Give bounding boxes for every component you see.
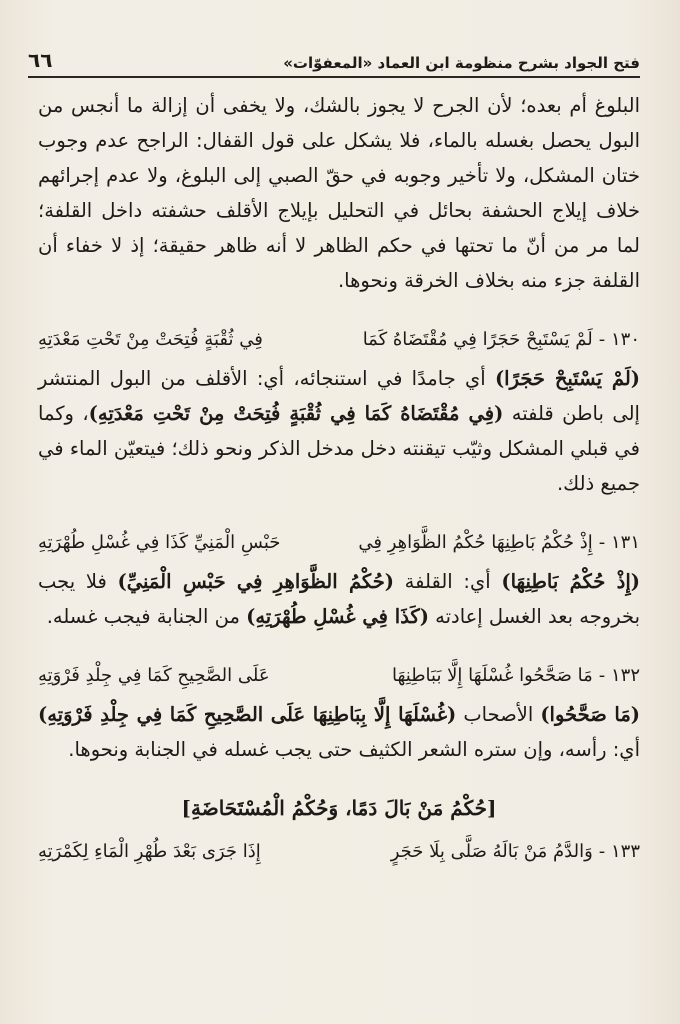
commentary-text: من الجنابة فيجب غسله. — [46, 605, 247, 628]
verse-second-hemistich: فِي ثُقْبَةٍ فُتِحَتْ مِنْ تَحْتِ مَعْدَتِهِ — [38, 329, 263, 350]
commentary-paragraph — [38, 361, 640, 501]
commentary-paragraph — [38, 564, 640, 634]
page-number: ٦٦ — [28, 48, 53, 72]
verse-first-hemistich: ١٣١ -إِذْ حُكْمُ بَاطِنِهَا حُكْمُ الظَّوَاهِرِ فِي — [358, 532, 640, 553]
quoted-verse-text: (فِي مُقْتَضَاهُ كَمَا فِي ثُقْبَةٍ فُتِحَتْ مِنْ تَحْتِ مَعْدَتِهِ) — [88, 402, 504, 425]
verse-line — [38, 834, 640, 869]
commentary-text: الأصحاب — [456, 703, 541, 726]
book-title: فتح الجواد بشرح منظومة ابن العماد «المعفوّات» — [283, 54, 640, 72]
verse-first-hemistich: ١٣٣ -وَالدَّمُ مَنْ بَالَهُ صَلَّى بِلَا حَجَرٍ — [390, 841, 640, 862]
page-header — [28, 38, 640, 78]
verse-number: ١٣٣ - — [598, 841, 640, 862]
commentary-text: أي جامدًا في استنجائه، أي: الأقلف من البول المنتشر إلى باطن قلفته — [38, 367, 640, 425]
commentary-text: فلا يجب بخروجه بعد الغسل إعادته — [38, 570, 640, 628]
verse-first-hemistich: ١٣٠ -لَمْ يَسْتَبِحْ حَجَرًا فِي مُقْتَضَاهُ كَمَا — [362, 329, 640, 350]
commentary-text: ، وكما في قبلي المشكل وثيّب تيقنته دخل مدخل الذكر ونحو ذلك؛ فيتعيّن الماء في جميع ذلك. — [38, 402, 640, 495]
verse-second-hemistich: عَلَى الصَّحِيحِ كَمَا فِي جِلْدِ فَرْوَتِهِ — [38, 665, 270, 686]
quoted-verse-text: (مَا صَحَّحُوا) — [540, 703, 640, 726]
verse-number: ١٣٢ - — [598, 665, 640, 686]
section-title: [حُكْمُ مَنْ بَالَ دَمًا، وَحُكْمُ الْمُسْتَحَاضَةِ] — [181, 796, 497, 820]
quoted-verse-text: (لَمْ يَسْتَبِحْ حَجَرًا) — [494, 367, 640, 390]
quoted-verse-text: (كَذَا فِي غُسْلِ طُهْرَتِهِ) — [246, 605, 429, 628]
verse-line — [38, 322, 640, 357]
verse-number: ١٣٠ - — [598, 329, 640, 350]
commentary-text: أي: القلفة — [393, 570, 502, 593]
verse-line — [38, 525, 640, 560]
quoted-verse-text: (غُسْلَهَا إِلَّا بِبَاطِنِهَا عَلَى الصَّحِيحِ كَمَا فِي جِلْدِ فَرْوَتِهِ) — [38, 703, 457, 726]
verses-list — [38, 322, 640, 767]
commentary-text: أي: رأسه، وإن ستره الشعر الكثيف حتى يجب غسله في الجنابة ونحوها. — [68, 738, 640, 761]
verse-line — [38, 658, 640, 693]
verse-second-hemistich: إِذَا جَرَى بَعْدَ طُهْرِ الْمَاءِ لِكَمْرَتِهِ — [38, 841, 261, 862]
commentary-paragraph — [38, 697, 640, 767]
page-body — [38, 88, 640, 873]
quoted-verse-text: (حُكْمُ الظَّوَاهِرِ فِي حَبْسِ الْمَنِيِّ) — [117, 570, 394, 593]
verse-second-hemistich: حَبْسِ الْمَنِيِّ كَذَا فِي غُسْلِ طُهْرَتِهِ — [38, 532, 281, 553]
verse-number: ١٣١ - — [598, 532, 640, 553]
verse-first-hemistich: ١٣٢ -مَا صَحَّحُوا غُسْلَهَا إِلَّا بَبَاطِنِهَا — [391, 665, 640, 686]
intro-paragraph: البلوغ أم بعده؛ لأن الجرح لا يجوز بالشك، ولا يخفى أن إزالة ما أنجس من البول يحصل بغسله بالماء، فلا يشكل على قول القفال: الراجح عدم وجوب ختان المشكل، ولا تأخير وجوبه في حقّ الصبي إلى البلوغ، ولا عدم إجرائهم خلاف إيلاج الحشفة بحائل في التحليل بإيلاج الأقلف حشفته داخل القلفة؛ لما مر من أنّ ما تحتها في حكم الظاهر لا أنه ظاهر حقيقة؛ إذ لا خفاء أن القلفة جزء منه بخلاف الخرقة ونحوها. — [38, 94, 640, 292]
quoted-verse-text: (إِذْ حُكْمُ بَاطِنِهَا) — [501, 570, 640, 593]
